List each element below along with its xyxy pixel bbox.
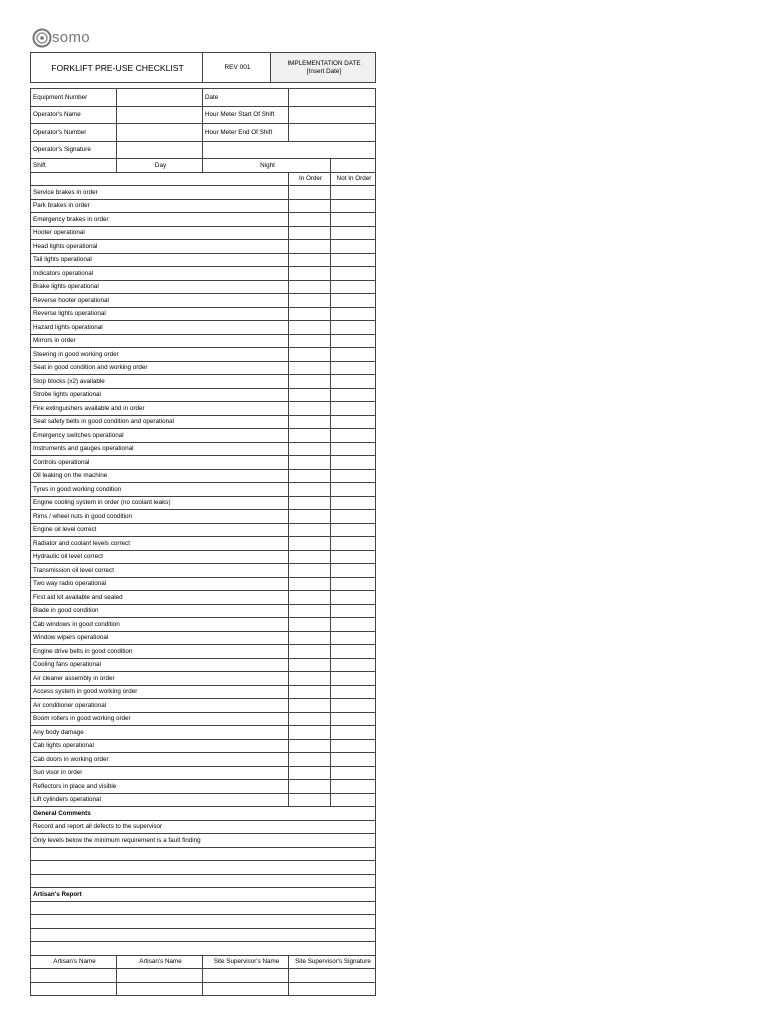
checklist-item-label: Sun visor in order (31, 766, 289, 780)
checklist-item-label: Radiator and coolant levels correct (31, 537, 289, 551)
table-row (31, 955, 376, 969)
table-row (31, 537, 376, 551)
not-in-order-checkbox[interactable] (331, 726, 376, 740)
not-in-order-checkbox[interactable] (331, 483, 376, 497)
table-row (31, 334, 376, 348)
checklist-item-label: Transmission oil level correct (31, 564, 289, 578)
checklist-item-label: Air conditioner operational (31, 699, 289, 713)
page-title: FORKLIFT PRE-USE CHECKLIST (31, 53, 203, 83)
artisans-report-field[interactable] (31, 928, 376, 942)
table-row (31, 361, 376, 375)
table-row (31, 793, 376, 807)
shift-label: Shift (31, 159, 117, 173)
checklist-item-label: Lift cylinders operational (31, 793, 289, 807)
table-row (31, 348, 376, 362)
checklist-item-label: Park brakes in order (31, 199, 289, 213)
in-order-checkbox[interactable] (289, 456, 331, 470)
in-order-checkbox[interactable] (289, 739, 331, 753)
artisans-report-field[interactable] (31, 942, 376, 956)
table-row (31, 550, 376, 564)
in-order-checkbox[interactable] (289, 226, 331, 240)
table-row (31, 766, 376, 780)
in-order-checkbox[interactable] (289, 240, 331, 254)
in-order-checkbox[interactable] (289, 469, 331, 483)
company-logo (32, 28, 132, 50)
not-in-order-checkbox[interactable] (331, 456, 376, 470)
checklist-item-label: Reverse hooter operational (31, 294, 289, 308)
site-supervisors-signature-header: Site Supervisor's Signature (289, 955, 376, 969)
table-row (31, 321, 376, 335)
checklist-item-label: Emergency brakes in order (31, 213, 289, 227)
table-row (31, 699, 376, 713)
in-order-checkbox[interactable] (289, 253, 331, 267)
in-order-checkbox[interactable] (289, 618, 331, 632)
not-in-order-checkbox[interactable] (331, 253, 376, 267)
table-row (31, 739, 376, 753)
artisans-report-field[interactable] (31, 915, 376, 929)
not-in-order-checkbox[interactable] (331, 739, 376, 753)
header-table (30, 52, 376, 83)
artisans-name-field[interactable] (117, 982, 203, 996)
table-row (31, 294, 376, 308)
in-order-checkbox[interactable] (289, 631, 331, 645)
in-order-checkbox[interactable] (289, 766, 331, 780)
table-row (31, 280, 376, 294)
not-in-order-checkbox[interactable] (331, 645, 376, 659)
artisans-report-field[interactable] (31, 901, 376, 915)
in-order-checkbox[interactable] (289, 442, 331, 456)
table-row (31, 915, 376, 929)
table-row (31, 429, 376, 443)
table-row (31, 469, 376, 483)
table-row (31, 591, 376, 605)
checklist-item-label: Engine drive belts in good condition (31, 645, 289, 659)
checklist-item-label: Reflectors in place and visible (31, 780, 289, 794)
not-in-order-checkbox[interactable] (331, 469, 376, 483)
not-in-order-checkbox[interactable] (331, 199, 376, 213)
not-in-order-checkbox[interactable] (331, 510, 376, 524)
not-in-order-checkbox[interactable] (331, 429, 376, 443)
operators-number-label: Operator's Number (31, 124, 117, 142)
equipment-number-field[interactable] (117, 89, 203, 107)
in-order-checkbox[interactable] (289, 577, 331, 591)
revision-number: REV 001 (203, 53, 271, 83)
table-row (31, 874, 376, 888)
not-in-order-checkbox[interactable] (331, 564, 376, 578)
in-order-checkbox[interactable] (289, 402, 331, 416)
not-in-order-checkbox[interactable] (331, 213, 376, 227)
in-order-checkbox[interactable] (289, 523, 331, 537)
checklist-item-label: Blade in good condition (31, 604, 289, 618)
in-order-checkbox[interactable] (289, 753, 331, 767)
not-in-order-checkbox[interactable] (331, 793, 376, 807)
in-order-checkbox[interactable] (289, 685, 331, 699)
not-in-order-checkbox[interactable] (331, 550, 376, 564)
checklist-item-label: Cab lights operational (31, 739, 289, 753)
not-in-order-checkbox[interactable] (331, 186, 376, 200)
checklist-item-label: Window wipers operational (31, 631, 289, 645)
not-in-order-checkbox[interactable] (331, 348, 376, 362)
checklist-item-label: Brake lights operational (31, 280, 289, 294)
checklist-item-label: Hazard lights operational (31, 321, 289, 335)
checklist-item-label: Mirrors in order (31, 334, 289, 348)
not-in-order-checkbox[interactable] (331, 699, 376, 713)
not-in-order-checkbox[interactable] (331, 294, 376, 308)
not-in-order-checkbox[interactable] (331, 240, 376, 254)
table-row (31, 375, 376, 389)
not-in-order-checkbox[interactable] (331, 523, 376, 537)
in-order-header: In Order (289, 172, 331, 186)
table-row (31, 240, 376, 254)
table-row (31, 402, 376, 416)
table-row (31, 834, 376, 848)
table-row (31, 969, 376, 983)
table-row (31, 186, 376, 200)
operators-name-field[interactable] (117, 106, 203, 124)
not-in-order-checkbox[interactable] (331, 604, 376, 618)
checklist-item-label: Hooter operational (31, 226, 289, 240)
checklist-item-label: Controls operational (31, 456, 289, 470)
comment-line: Only levels below the minimum requirement is a fault finding (31, 834, 376, 848)
site-supervisors-signature-field[interactable] (289, 969, 376, 983)
table-row (31, 712, 376, 726)
in-order-checkbox[interactable] (289, 483, 331, 497)
checklist-item-label: Service brakes in order (31, 186, 289, 200)
checklist-item-label: Indicators operational (31, 267, 289, 281)
table-row (31, 847, 376, 861)
not-in-order-checkbox[interactable] (331, 402, 376, 416)
not-in-order-checkbox[interactable] (331, 334, 376, 348)
checklist-item-label: Emergency switches operational (31, 429, 289, 443)
table-row (31, 982, 376, 996)
operators-signature-field[interactable] (117, 141, 203, 159)
not-in-order-checkbox[interactable] (331, 307, 376, 321)
checklist-item-label: Any body damage (31, 726, 289, 740)
table-row (31, 213, 376, 227)
date-label: Date (203, 89, 289, 107)
table-row (31, 415, 376, 429)
checklist-table (30, 88, 376, 996)
table-row (31, 604, 376, 618)
table-row (31, 753, 376, 767)
in-order-checkbox[interactable] (289, 726, 331, 740)
table-row (31, 631, 376, 645)
table-row (31, 199, 376, 213)
table-row (31, 618, 376, 632)
in-order-checkbox[interactable] (289, 334, 331, 348)
site-supervisors-name-field[interactable] (203, 982, 289, 996)
checklist-item-label: Boom rollers in good working order (31, 712, 289, 726)
table-row (31, 226, 376, 240)
artisans-name-field[interactable] (31, 982, 117, 996)
not-in-order-checkbox[interactable] (331, 577, 376, 591)
table-row (31, 942, 376, 956)
implementation-date (271, 53, 376, 83)
checklist-item-label: Head lights operational (31, 240, 289, 254)
checklist-item-label: Instruments and gauges operational (31, 442, 289, 456)
checklist-item-label: Steering in good working order (31, 348, 289, 362)
table-row (31, 820, 376, 834)
artisans-report-heading: Artisan's Report (31, 888, 376, 902)
comment-line: Record and report all defects to the supervisor (31, 820, 376, 834)
comment-entry-field[interactable] (31, 874, 376, 888)
site-supervisors-name-field[interactable] (203, 969, 289, 983)
equipment-number-label: Equipment Number (31, 89, 117, 107)
checklist-item-label: Access system in good working order (31, 685, 289, 699)
table-row (31, 483, 376, 497)
not-in-order-checkbox[interactable] (331, 375, 376, 389)
in-order-checkbox[interactable] (289, 672, 331, 686)
table-row (31, 928, 376, 942)
table-row (31, 726, 376, 740)
not-in-order-checkbox[interactable] (331, 780, 376, 794)
not-in-order-checkbox[interactable] (331, 618, 376, 632)
not-in-order-checkbox[interactable] (331, 226, 376, 240)
table-row (31, 672, 376, 686)
in-order-checkbox[interactable] (289, 537, 331, 551)
not-in-order-checkbox[interactable] (331, 685, 376, 699)
in-order-checkbox[interactable] (289, 658, 331, 672)
table-row (31, 388, 376, 402)
not-in-order-checkbox[interactable] (331, 766, 376, 780)
checklist-item-label: Cab doors in working order (31, 753, 289, 767)
checklist-item-label: Strobe lights operational (31, 388, 289, 402)
checklist-item-label: Fire extinguishers available and in order (31, 402, 289, 416)
checklist-item-label: Cooling fans operational (31, 658, 289, 672)
checklist-item-label: Seat safety belts in good condition and operational (31, 415, 289, 429)
checklist-item-label: Engine cooling system in order (no coolant leaks) (31, 496, 289, 510)
checklist-item-label: Reverse lights operational (31, 307, 289, 321)
artisans-name-field[interactable] (117, 969, 203, 983)
in-order-checkbox[interactable] (289, 780, 331, 794)
table-row (31, 267, 376, 281)
in-order-checkbox[interactable] (289, 510, 331, 524)
in-order-checkbox[interactable] (289, 429, 331, 443)
table-row (31, 577, 376, 591)
checklist-item-label: Hydraulic oil level correct (31, 550, 289, 564)
in-order-checkbox[interactable] (289, 348, 331, 362)
implementation-date-value: [Insert Date] (306, 67, 342, 75)
in-order-checkbox[interactable] (289, 375, 331, 389)
in-order-checkbox[interactable] (289, 415, 331, 429)
in-order-checkbox[interactable] (289, 307, 331, 321)
table-row (31, 780, 376, 794)
table-row (31, 658, 376, 672)
not-in-order-checkbox[interactable] (331, 658, 376, 672)
table-row (31, 861, 376, 875)
in-order-checkbox[interactable] (289, 186, 331, 200)
not-in-order-checkbox[interactable] (331, 537, 376, 551)
implementation-date-label: IMPLEMENTATION DATE (287, 59, 361, 67)
table-row (31, 901, 376, 915)
not-in-order-checkbox[interactable] (331, 280, 376, 294)
blank-cell (331, 159, 376, 173)
hour-meter-start-label: Hour Meter Start Of Shift (203, 106, 289, 124)
table-row (31, 564, 376, 578)
table-row (31, 645, 376, 659)
checklist-item-label: Tyres in good working condition (31, 483, 289, 497)
not-in-order-header: Not In Order (331, 172, 376, 186)
in-order-checkbox[interactable] (289, 294, 331, 308)
not-in-order-checkbox[interactable] (331, 753, 376, 767)
not-in-order-checkbox[interactable] (331, 361, 376, 375)
comment-entry-field[interactable] (31, 847, 376, 861)
table-row (31, 456, 376, 470)
not-in-order-checkbox[interactable] (331, 591, 376, 605)
table-row (31, 496, 376, 510)
hour-meter-end-label: Hour Meter End Of Shift (203, 124, 289, 142)
in-order-checkbox[interactable] (289, 280, 331, 294)
operators-number-field[interactable] (117, 124, 203, 142)
date-field[interactable] (289, 89, 376, 107)
in-order-checkbox[interactable] (289, 496, 331, 510)
in-order-checkbox[interactable] (289, 793, 331, 807)
logo-swirl-icon (32, 28, 52, 48)
checklist-item-label: Tail lights operational (31, 253, 289, 267)
in-order-checkbox[interactable] (289, 388, 331, 402)
table-row (31, 442, 376, 456)
in-order-checkbox[interactable] (289, 564, 331, 578)
checklist-item-label: Engine oil level correct (31, 523, 289, 537)
operators-signature-label: Operator's Signature (31, 141, 117, 159)
in-order-checkbox[interactable] (289, 550, 331, 564)
not-in-order-checkbox[interactable] (331, 631, 376, 645)
logo-text: somo (52, 29, 90, 46)
in-order-checkbox[interactable] (289, 604, 331, 618)
in-order-checkbox[interactable] (289, 213, 331, 227)
in-order-checkbox[interactable] (289, 699, 331, 713)
not-in-order-checkbox[interactable] (331, 267, 376, 281)
table-row (31, 307, 376, 321)
not-in-order-checkbox[interactable] (331, 321, 376, 335)
checklist-item-label: Two way radio operational (31, 577, 289, 591)
in-order-checkbox[interactable] (289, 267, 331, 281)
artisans-name-field[interactable] (31, 969, 117, 983)
table-row (31, 888, 376, 902)
not-in-order-checkbox[interactable] (331, 712, 376, 726)
artisans-name-header: Artisan's Name (117, 955, 203, 969)
not-in-order-checkbox[interactable] (331, 672, 376, 686)
table-row (31, 523, 376, 537)
hour-meter-start-field[interactable] (289, 106, 376, 124)
checklist-item-label: Seat in good condition and working order (31, 361, 289, 375)
blank-cell (31, 172, 289, 186)
in-order-checkbox[interactable] (289, 321, 331, 335)
site-supervisors-signature-field[interactable] (289, 982, 376, 996)
in-order-checkbox[interactable] (289, 645, 331, 659)
shift-night-option[interactable]: Night (203, 159, 331, 173)
not-in-order-checkbox[interactable] (331, 415, 376, 429)
table-row (31, 510, 376, 524)
comment-entry-field[interactable] (31, 861, 376, 875)
checklist-item-label: First aid kit available and sealed (31, 591, 289, 605)
hour-meter-end-field[interactable] (289, 124, 376, 142)
blank-cell (203, 141, 376, 159)
shift-day-option[interactable]: Day (117, 159, 203, 173)
not-in-order-checkbox[interactable] (331, 442, 376, 456)
not-in-order-checkbox[interactable] (331, 388, 376, 402)
operators-name-label: Operator's Name (31, 106, 117, 124)
table-row (31, 685, 376, 699)
table-row (31, 253, 376, 267)
checklist-item-label: Oil leaking on the machine (31, 469, 289, 483)
artisans-name-header: Artisan's Name (31, 955, 117, 969)
checklist-item-label: Cab windows in good condition (31, 618, 289, 632)
in-order-checkbox[interactable] (289, 591, 331, 605)
checklist-item-label: Stop blocks (x2) available (31, 375, 289, 389)
not-in-order-checkbox[interactable] (331, 496, 376, 510)
in-order-checkbox[interactable] (289, 199, 331, 213)
site-supervisors-name-header: Site Supervisor's Name (203, 955, 289, 969)
table-row (31, 807, 376, 821)
checklist-item-label: Rims / wheel nuts in good condition (31, 510, 289, 524)
general-comments-heading: General Comments (31, 807, 376, 821)
in-order-checkbox[interactable] (289, 361, 331, 375)
checklist-item-label: Air cleaner assembly in order (31, 672, 289, 686)
in-order-checkbox[interactable] (289, 712, 331, 726)
